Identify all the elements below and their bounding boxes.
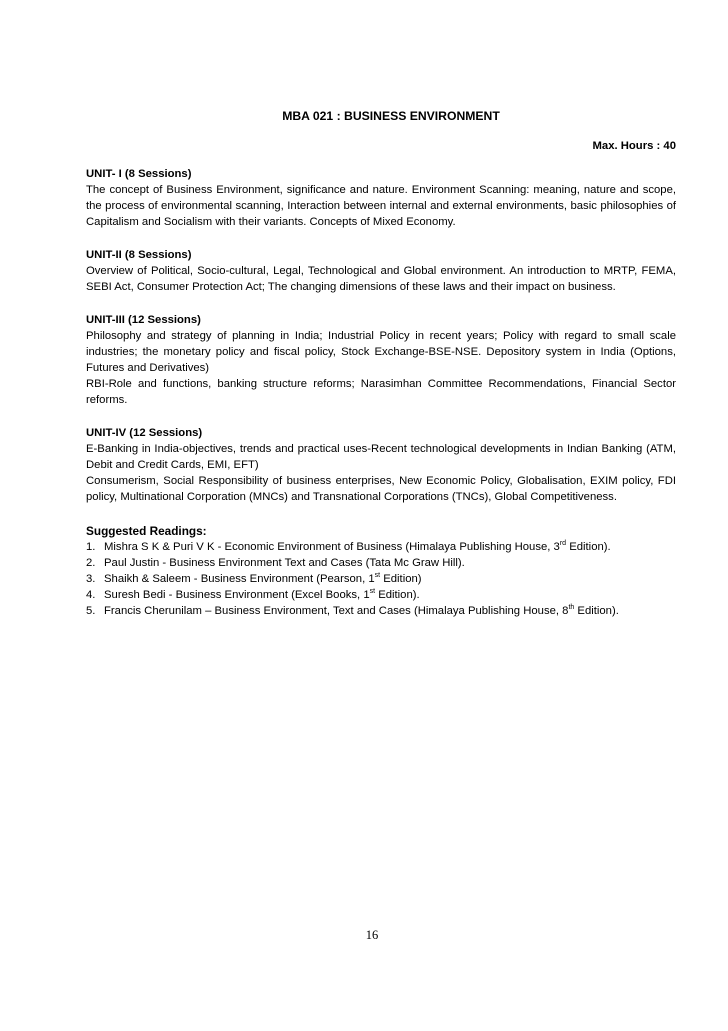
reading-tail: Edition) — [380, 573, 422, 585]
reading-number: 4. — [86, 589, 96, 601]
unit-heading: UNIT-IV (12 Sessions) — [86, 427, 203, 439]
reading-text: Mishra S K & Puri V K - Economic Environment of Business (Himalaya Publishing House, 3 — [104, 541, 560, 553]
reading-superscript: rd — [559, 540, 567, 547]
document-title: MBA 021 : BUSINESS ENVIRONMENT — [282, 109, 500, 123]
unit-4 — [86, 425, 676, 505]
reading-superscript: st — [369, 588, 376, 595]
unit-heading: UNIT-II (8 Sessions) — [86, 249, 192, 261]
unit-paragraph: Overview of Political, Socio-cultural, Legal, Technological and Global environment. An introduction to MRTP, FEMA, SEBI Act, Consumer Protection Act; The changing dimensions of these laws and their impact on business. — [86, 265, 676, 293]
reading-text: Paul Justin - Business Environment Text and Cases (Tata Mc Graw Hill). — [104, 557, 465, 569]
reading-item — [86, 603, 676, 619]
unit-heading: UNIT- I (8 Sessions) — [86, 168, 192, 180]
reading-tail: Edition). — [566, 541, 611, 553]
reading-text: Francis Cherunilam – Business Environment, Text and Cases (Himalaya Publishing House, 8 — [104, 605, 569, 617]
reading-item — [86, 539, 676, 555]
unit-paragraph: Philosophy and strategy of planning in India; Industrial Policy in recent years; Policy with regard to small scale industries; the monetary policy and fiscal policy, Stock Exchange-BSE-NSE. Depository system in India (Options, Futures and Derivatives) — [86, 330, 676, 374]
unit-1 — [86, 166, 676, 230]
readings-heading: Suggested Readings: — [86, 524, 207, 538]
max-hours: Max. Hours : 40 — [592, 140, 676, 152]
readings-list — [86, 539, 676, 619]
reading-number: 1. — [86, 541, 96, 553]
reading-item — [86, 571, 676, 587]
reading-number: 3. — [86, 573, 96, 585]
reading-number: 2. — [86, 557, 96, 569]
reading-number: 5. — [86, 605, 96, 617]
reading-tail: Edition). — [375, 589, 420, 601]
reading-superscript: th — [568, 604, 575, 611]
document-page — [86, 108, 676, 619]
unit-paragraph: E-Banking in India-objectives, trends and practical uses-Recent technological developments in Indian Banking (ATM, Debit and Credit Cards, EMI, EFT) — [86, 443, 676, 471]
unit-2 — [86, 247, 676, 295]
reading-superscript: st — [374, 572, 381, 579]
unit-paragraph: Consumerism, Social Responsibility of business enterprises, New Economic Policy, Globalisation, EXIM policy, FDI policy, Multinational Corporation (MNCs) and Transnational Corporations (TNCs), Global Competitiveness. — [86, 475, 676, 503]
unit-paragraph: RBI-Role and functions, banking structure reforms; Narasimhan Committee Recommendations, Financial Sector reforms. — [86, 378, 676, 406]
reading-text: Suresh Bedi - Business Environment (Excel Books, 1 — [104, 589, 370, 601]
reading-text: Shaikh & Saleem - Business Environment (Pearson, 1 — [104, 573, 375, 585]
reading-item — [86, 587, 676, 603]
unit-heading: UNIT-III (12 Sessions) — [86, 314, 201, 326]
page-number: 16 — [365, 928, 379, 942]
reading-tail: Edition). — [574, 605, 619, 617]
reading-item — [86, 555, 676, 571]
suggested-readings — [86, 523, 676, 619]
unit-paragraph: The concept of Business Environment, significance and nature. Environment Scanning: meaning, nature and scope, the process of environmental scanning, Interaction between internal and external environments, basic philosophies of Capitalism and Socialism with their variants. Concepts of Mixed Economy. — [86, 184, 676, 228]
unit-3 — [86, 312, 676, 408]
